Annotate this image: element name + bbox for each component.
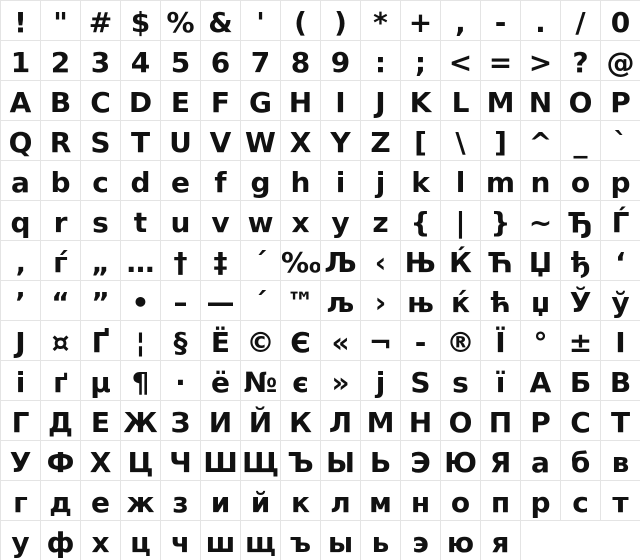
glyph-cell[interactable]: " bbox=[40, 0, 80, 40]
glyph-cell[interactable]: „ bbox=[80, 240, 120, 280]
glyph-cell[interactable]: @ bbox=[600, 40, 640, 80]
glyph-cell[interactable]: } bbox=[480, 200, 520, 240]
glyph-cell[interactable]: h bbox=[280, 160, 320, 200]
glyph-cell[interactable]: Щ bbox=[240, 440, 280, 480]
glyph-cell[interactable]: д bbox=[40, 480, 80, 520]
glyph-cell[interactable]: ; bbox=[400, 40, 440, 80]
empty-cell bbox=[560, 520, 600, 560]
glyph-cell[interactable]: О bbox=[440, 400, 480, 440]
glyph-cell[interactable]: D bbox=[120, 80, 160, 120]
glyph-cell[interactable]: \ bbox=[440, 120, 480, 160]
glyph-cell[interactable]: q bbox=[0, 200, 40, 240]
glyph-cell[interactable]: K bbox=[400, 80, 440, 120]
glyph-cell[interactable]: ¦ bbox=[120, 320, 160, 360]
glyph-row bbox=[0, 200, 640, 240]
glyph-cell[interactable]: Ї bbox=[480, 320, 520, 360]
glyph-cell[interactable]: ® bbox=[440, 320, 480, 360]
glyph-cell[interactable]: ћ bbox=[480, 280, 520, 320]
glyph-cell[interactable]: ¶ bbox=[120, 360, 160, 400]
glyph-cell[interactable]: u bbox=[160, 200, 200, 240]
glyph-cell[interactable]: А bbox=[520, 360, 560, 400]
glyph-cell[interactable]: ” bbox=[80, 280, 120, 320]
glyph-cell[interactable]: э bbox=[400, 520, 440, 560]
glyph-cell[interactable]: ] bbox=[480, 120, 520, 160]
glyph-cell[interactable]: Я bbox=[480, 440, 520, 480]
glyph-cell[interactable]: ? bbox=[560, 40, 600, 80]
glyph-cell[interactable]: > bbox=[520, 40, 560, 80]
glyph-cell[interactable]: ѕ bbox=[440, 360, 480, 400]
glyph-cell[interactable]: 3 bbox=[80, 40, 120, 80]
glyph-cell[interactable]: щ bbox=[240, 520, 280, 560]
glyph-cell[interactable]: O bbox=[560, 80, 600, 120]
glyph-cell[interactable]: r bbox=[40, 200, 80, 240]
glyph-cell[interactable]: 2 bbox=[40, 40, 80, 80]
glyph-cell[interactable]: I bbox=[320, 80, 360, 120]
glyph-cell[interactable]: ‚ bbox=[0, 240, 40, 280]
glyph-cell[interactable]: d bbox=[120, 160, 160, 200]
glyph-cell[interactable]: m bbox=[480, 160, 520, 200]
empty-cell bbox=[520, 520, 560, 560]
glyph-cell[interactable]: / bbox=[560, 0, 600, 40]
glyph-cell[interactable]: м bbox=[360, 480, 400, 520]
glyph-cell[interactable]: N bbox=[520, 80, 560, 120]
glyph-cell[interactable]: g bbox=[240, 160, 280, 200]
glyph-cell[interactable]: T bbox=[120, 120, 160, 160]
glyph-cell[interactable]: C bbox=[80, 80, 120, 120]
glyph-cell[interactable]: И bbox=[200, 400, 240, 440]
glyph-row bbox=[0, 240, 640, 280]
glyph-cell[interactable]: Ј bbox=[0, 320, 40, 360]
glyph-cell[interactable]: 7 bbox=[240, 40, 280, 80]
glyph-cell[interactable]: i bbox=[320, 160, 360, 200]
glyph-cell[interactable]: “ bbox=[40, 280, 80, 320]
glyph-cell[interactable]: 9 bbox=[320, 40, 360, 80]
glyph-cell[interactable]: Љ bbox=[320, 240, 360, 280]
glyph-cell[interactable]: # bbox=[80, 0, 120, 40]
glyph-cell[interactable]: z bbox=[360, 200, 400, 240]
glyph-cell[interactable]: я bbox=[480, 520, 520, 560]
glyph-cell[interactable]: 5 bbox=[160, 40, 200, 80]
glyph-cell[interactable]: _ bbox=[560, 120, 600, 160]
glyph-cell[interactable]: љ bbox=[320, 280, 360, 320]
glyph-cell[interactable]: P bbox=[600, 80, 640, 120]
glyph-cell[interactable]: – bbox=[160, 280, 200, 320]
glyph-cell[interactable]: ~ bbox=[520, 200, 560, 240]
glyph-cell[interactable]: р bbox=[520, 480, 560, 520]
glyph-cell[interactable]: ‰ bbox=[280, 240, 320, 280]
glyph-cell[interactable]: F bbox=[200, 80, 240, 120]
glyph-cell[interactable]: k bbox=[400, 160, 440, 200]
glyph-cell[interactable]: . bbox=[520, 0, 560, 40]
glyph-cell[interactable]: X bbox=[280, 120, 320, 160]
glyph-cell[interactable]: ъ bbox=[280, 520, 320, 560]
glyph-cell[interactable]: ќ bbox=[440, 280, 480, 320]
glyph-cell[interactable]: Ж bbox=[120, 400, 160, 440]
glyph-cell[interactable]: ї bbox=[480, 360, 520, 400]
glyph-cell[interactable]: й bbox=[240, 480, 280, 520]
glyph-cell[interactable]: = bbox=[480, 40, 520, 80]
glyph-cell[interactable]: n bbox=[520, 160, 560, 200]
glyph-row bbox=[0, 280, 640, 320]
glyph-cell[interactable]: х bbox=[80, 520, 120, 560]
glyph-cell[interactable]: e bbox=[160, 160, 200, 200]
glyph-cell[interactable]: ' bbox=[240, 0, 280, 40]
glyph-cell[interactable]: ° bbox=[520, 320, 560, 360]
glyph-cell[interactable]: { bbox=[400, 200, 440, 240]
glyph-cell[interactable]: ю bbox=[440, 520, 480, 560]
glyph-cell[interactable]: ^ bbox=[520, 120, 560, 160]
glyph-cell[interactable]: a bbox=[0, 160, 40, 200]
glyph-cell[interactable]: С bbox=[560, 400, 600, 440]
glyph-cell[interactable]: + bbox=[400, 0, 440, 40]
glyph-cell[interactable]: ‡ bbox=[200, 240, 240, 280]
glyph-cell[interactable]: Ц bbox=[120, 440, 160, 480]
glyph-cell[interactable]: № bbox=[240, 360, 280, 400]
glyph-cell[interactable]: и bbox=[200, 480, 240, 520]
glyph-cell[interactable]: П bbox=[480, 400, 520, 440]
glyph-cell[interactable]: з bbox=[160, 480, 200, 520]
glyph-cell[interactable]: ј bbox=[360, 360, 400, 400]
glyph-cell[interactable]: o bbox=[560, 160, 600, 200]
glyph-cell[interactable]: B bbox=[40, 80, 80, 120]
glyph-cell[interactable]: › bbox=[360, 280, 400, 320]
glyph-cell[interactable]: & bbox=[200, 0, 240, 40]
glyph-cell[interactable]: Ћ bbox=[480, 240, 520, 280]
glyph-cell[interactable]: ж bbox=[120, 480, 160, 520]
glyph-cell[interactable]: c bbox=[80, 160, 120, 200]
glyph-cell[interactable]: в bbox=[600, 440, 640, 480]
glyph-cell[interactable]: к bbox=[280, 480, 320, 520]
glyph-cell[interactable]: Ы bbox=[320, 440, 360, 480]
glyph-row bbox=[0, 120, 640, 160]
glyph-row bbox=[0, 160, 640, 200]
glyph-cell[interactable]: Q bbox=[0, 120, 40, 160]
glyph-cell[interactable]: Б bbox=[560, 360, 600, 400]
glyph-cell[interactable]: V bbox=[200, 120, 240, 160]
glyph-cell[interactable]: Ю bbox=[440, 440, 480, 480]
glyph-cell[interactable]: Ѕ bbox=[400, 360, 440, 400]
glyph-cell[interactable]: Ў bbox=[560, 280, 600, 320]
glyph-cell[interactable]: З bbox=[160, 400, 200, 440]
glyph-cell[interactable]: Ќ bbox=[440, 240, 480, 280]
glyph-cell[interactable]: ‘ bbox=[600, 240, 640, 280]
glyph-cell[interactable]: Ґ bbox=[80, 320, 120, 360]
glyph-cell[interactable]: 0 bbox=[600, 0, 640, 40]
glyph-cell[interactable]: H bbox=[280, 80, 320, 120]
glyph-cell[interactable]: † bbox=[160, 240, 200, 280]
glyph-cell[interactable]: Т bbox=[600, 400, 640, 440]
glyph-cell[interactable]: 8 bbox=[280, 40, 320, 80]
glyph-cell[interactable]: ¤ bbox=[40, 320, 80, 360]
glyph-cell[interactable]: A bbox=[0, 80, 40, 120]
glyph-cell[interactable]: Y bbox=[320, 120, 360, 160]
glyph-cell[interactable]: E bbox=[160, 80, 200, 120]
glyph-cell[interactable]: Ф bbox=[40, 440, 80, 480]
glyph-cell[interactable]: Ъ bbox=[280, 440, 320, 480]
glyph-cell[interactable]: у bbox=[0, 520, 40, 560]
glyph-cell[interactable]: » bbox=[320, 360, 360, 400]
glyph-cell[interactable]: 6 bbox=[200, 40, 240, 80]
glyph-cell[interactable]: - bbox=[480, 0, 520, 40]
glyph-cell[interactable]: Џ bbox=[520, 240, 560, 280]
glyph-cell[interactable]: ў bbox=[600, 280, 640, 320]
glyph-cell[interactable]: т bbox=[600, 480, 640, 520]
glyph-cell[interactable]: © bbox=[240, 320, 280, 360]
glyph-cell[interactable]: l bbox=[440, 160, 480, 200]
glyph-cell[interactable]: w bbox=[240, 200, 280, 240]
glyph-cell[interactable]: | bbox=[440, 200, 480, 240]
glyph-cell[interactable]: ы bbox=[320, 520, 360, 560]
glyph-cell[interactable]: ! bbox=[0, 0, 40, 40]
glyph-cell[interactable]: ѓ bbox=[40, 240, 80, 280]
glyph-cell[interactable]: R bbox=[40, 120, 80, 160]
glyph-row bbox=[0, 440, 640, 480]
glyph-cell[interactable]: л bbox=[320, 480, 360, 520]
glyph-cell[interactable]: ( bbox=[280, 0, 320, 40]
glyph-cell[interactable]: У bbox=[0, 440, 40, 480]
glyph-cell[interactable]: : bbox=[360, 40, 400, 80]
glyph-cell[interactable]: і bbox=[0, 360, 40, 400]
glyph-cell[interactable]: Л bbox=[320, 400, 360, 440]
glyph-cell[interactable]: , bbox=[440, 0, 480, 40]
glyph-cell[interactable]: Ђ bbox=[560, 200, 600, 240]
glyph-cell[interactable]: н bbox=[400, 480, 440, 520]
glyph-row bbox=[0, 360, 640, 400]
glyph-cell[interactable]: б bbox=[560, 440, 600, 480]
glyph-cell[interactable]: г bbox=[0, 480, 40, 520]
glyph-cell[interactable]: Х bbox=[80, 440, 120, 480]
glyph-cell[interactable]: s bbox=[80, 200, 120, 240]
glyph-cell[interactable]: Ѓ bbox=[600, 200, 640, 240]
glyph-cell[interactable]: … bbox=[120, 240, 160, 280]
glyph-cell[interactable]: ¬ bbox=[360, 320, 400, 360]
glyph-cell[interactable]: ) bbox=[320, 0, 360, 40]
glyph-cell[interactable]: Э bbox=[400, 440, 440, 480]
glyph-cell[interactable]: Р bbox=[520, 400, 560, 440]
glyph-cell[interactable]: е bbox=[80, 480, 120, 520]
glyph-cell[interactable]: ’ bbox=[0, 280, 40, 320]
glyph-cell[interactable]: Г bbox=[0, 400, 40, 440]
glyph-cell[interactable]: ´ bbox=[240, 240, 280, 280]
glyph-cell[interactable]: ш bbox=[200, 520, 240, 560]
glyph-cell[interactable]: ч bbox=[160, 520, 200, 560]
glyph-row bbox=[0, 40, 640, 80]
glyph-cell[interactable]: ё bbox=[200, 360, 240, 400]
glyph-cell[interactable]: Ё bbox=[200, 320, 240, 360]
glyph-cell[interactable]: [ bbox=[400, 120, 440, 160]
glyph-row bbox=[0, 520, 640, 560]
glyph-cell[interactable]: « bbox=[320, 320, 360, 360]
glyph-cell[interactable]: § bbox=[160, 320, 200, 360]
glyph-cell[interactable]: ` bbox=[600, 120, 640, 160]
glyph-cell[interactable]: µ bbox=[80, 360, 120, 400]
glyph-cell[interactable]: % bbox=[160, 0, 200, 40]
glyph-cell[interactable]: L bbox=[440, 80, 480, 120]
glyph-cell[interactable]: — bbox=[200, 280, 240, 320]
glyph-cell[interactable]: є bbox=[280, 360, 320, 400]
glyph-cell[interactable]: S bbox=[80, 120, 120, 160]
glyph-cell[interactable]: U bbox=[160, 120, 200, 160]
glyph-cell[interactable]: ± bbox=[560, 320, 600, 360]
glyph-cell[interactable]: а bbox=[520, 440, 560, 480]
glyph-cell[interactable]: ь bbox=[360, 520, 400, 560]
glyph-row bbox=[0, 80, 640, 120]
glyph-cell[interactable]: ґ bbox=[40, 360, 80, 400]
glyph-cell[interactable]: 1 bbox=[0, 40, 40, 80]
glyph-cell[interactable]: t bbox=[120, 200, 160, 240]
glyph-cell[interactable]: 4 bbox=[120, 40, 160, 80]
glyph-cell[interactable]: Њ bbox=[400, 240, 440, 280]
glyph-cell[interactable]: * bbox=[360, 0, 400, 40]
glyph-cell[interactable]: J bbox=[360, 80, 400, 120]
glyph-cell[interactable]: Е bbox=[80, 400, 120, 440]
glyph-cell[interactable]: • bbox=[120, 280, 160, 320]
glyph-cell[interactable]: M bbox=[480, 80, 520, 120]
glyph-cell[interactable]: Є bbox=[280, 320, 320, 360]
glyph-cell[interactable]: W bbox=[240, 120, 280, 160]
glyph-cell[interactable]: Й bbox=[240, 400, 280, 440]
glyph-cell[interactable]: І bbox=[600, 320, 640, 360]
glyph-cell[interactable]: f bbox=[200, 160, 240, 200]
glyph-cell[interactable]: b bbox=[40, 160, 80, 200]
glyph-cell[interactable]: њ bbox=[400, 280, 440, 320]
glyph-cell[interactable]: ђ bbox=[560, 240, 600, 280]
glyph-cell[interactable]: y bbox=[320, 200, 360, 240]
glyph-cell[interactable]: Ш bbox=[200, 440, 240, 480]
glyph-cell[interactable]: Н bbox=[400, 400, 440, 440]
glyph-cell[interactable]: ф bbox=[40, 520, 80, 560]
glyph-cell[interactable]: p bbox=[600, 160, 640, 200]
glyph-cell[interactable]: ™ bbox=[280, 280, 320, 320]
glyph-cell[interactable]: ‹ bbox=[360, 240, 400, 280]
glyph-cell[interactable]: ц bbox=[120, 520, 160, 560]
glyph-cell[interactable]: $ bbox=[120, 0, 160, 40]
glyph-cell[interactable]: - bbox=[400, 320, 440, 360]
glyph-cell[interactable]: G bbox=[240, 80, 280, 120]
glyph-cell[interactable]: с bbox=[560, 480, 600, 520]
empty-cell bbox=[600, 520, 640, 560]
glyph-cell[interactable]: В bbox=[600, 360, 640, 400]
glyph-cell[interactable]: п bbox=[480, 480, 520, 520]
glyph-cell[interactable]: v bbox=[200, 200, 240, 240]
glyph-cell[interactable]: Z bbox=[360, 120, 400, 160]
glyph-row bbox=[0, 400, 640, 440]
glyph-cell[interactable]: · bbox=[160, 360, 200, 400]
glyph-cell[interactable]: М bbox=[360, 400, 400, 440]
glyph-cell[interactable]: џ bbox=[520, 280, 560, 320]
glyph-cell[interactable]: Ч bbox=[160, 440, 200, 480]
glyph-row bbox=[0, 0, 640, 40]
glyph-cell[interactable]: Д bbox=[40, 400, 80, 440]
glyph-cell[interactable]: ´ bbox=[240, 280, 280, 320]
glyph-cell[interactable]: о bbox=[440, 480, 480, 520]
glyph-cell[interactable]: Ь bbox=[360, 440, 400, 480]
glyph-cell[interactable]: x bbox=[280, 200, 320, 240]
glyph-cell[interactable]: < bbox=[440, 40, 480, 80]
glyph-cell[interactable]: j bbox=[360, 160, 400, 200]
glyph-cell[interactable]: К bbox=[280, 400, 320, 440]
glyph-row bbox=[0, 320, 640, 360]
glyph-row bbox=[0, 480, 640, 520]
